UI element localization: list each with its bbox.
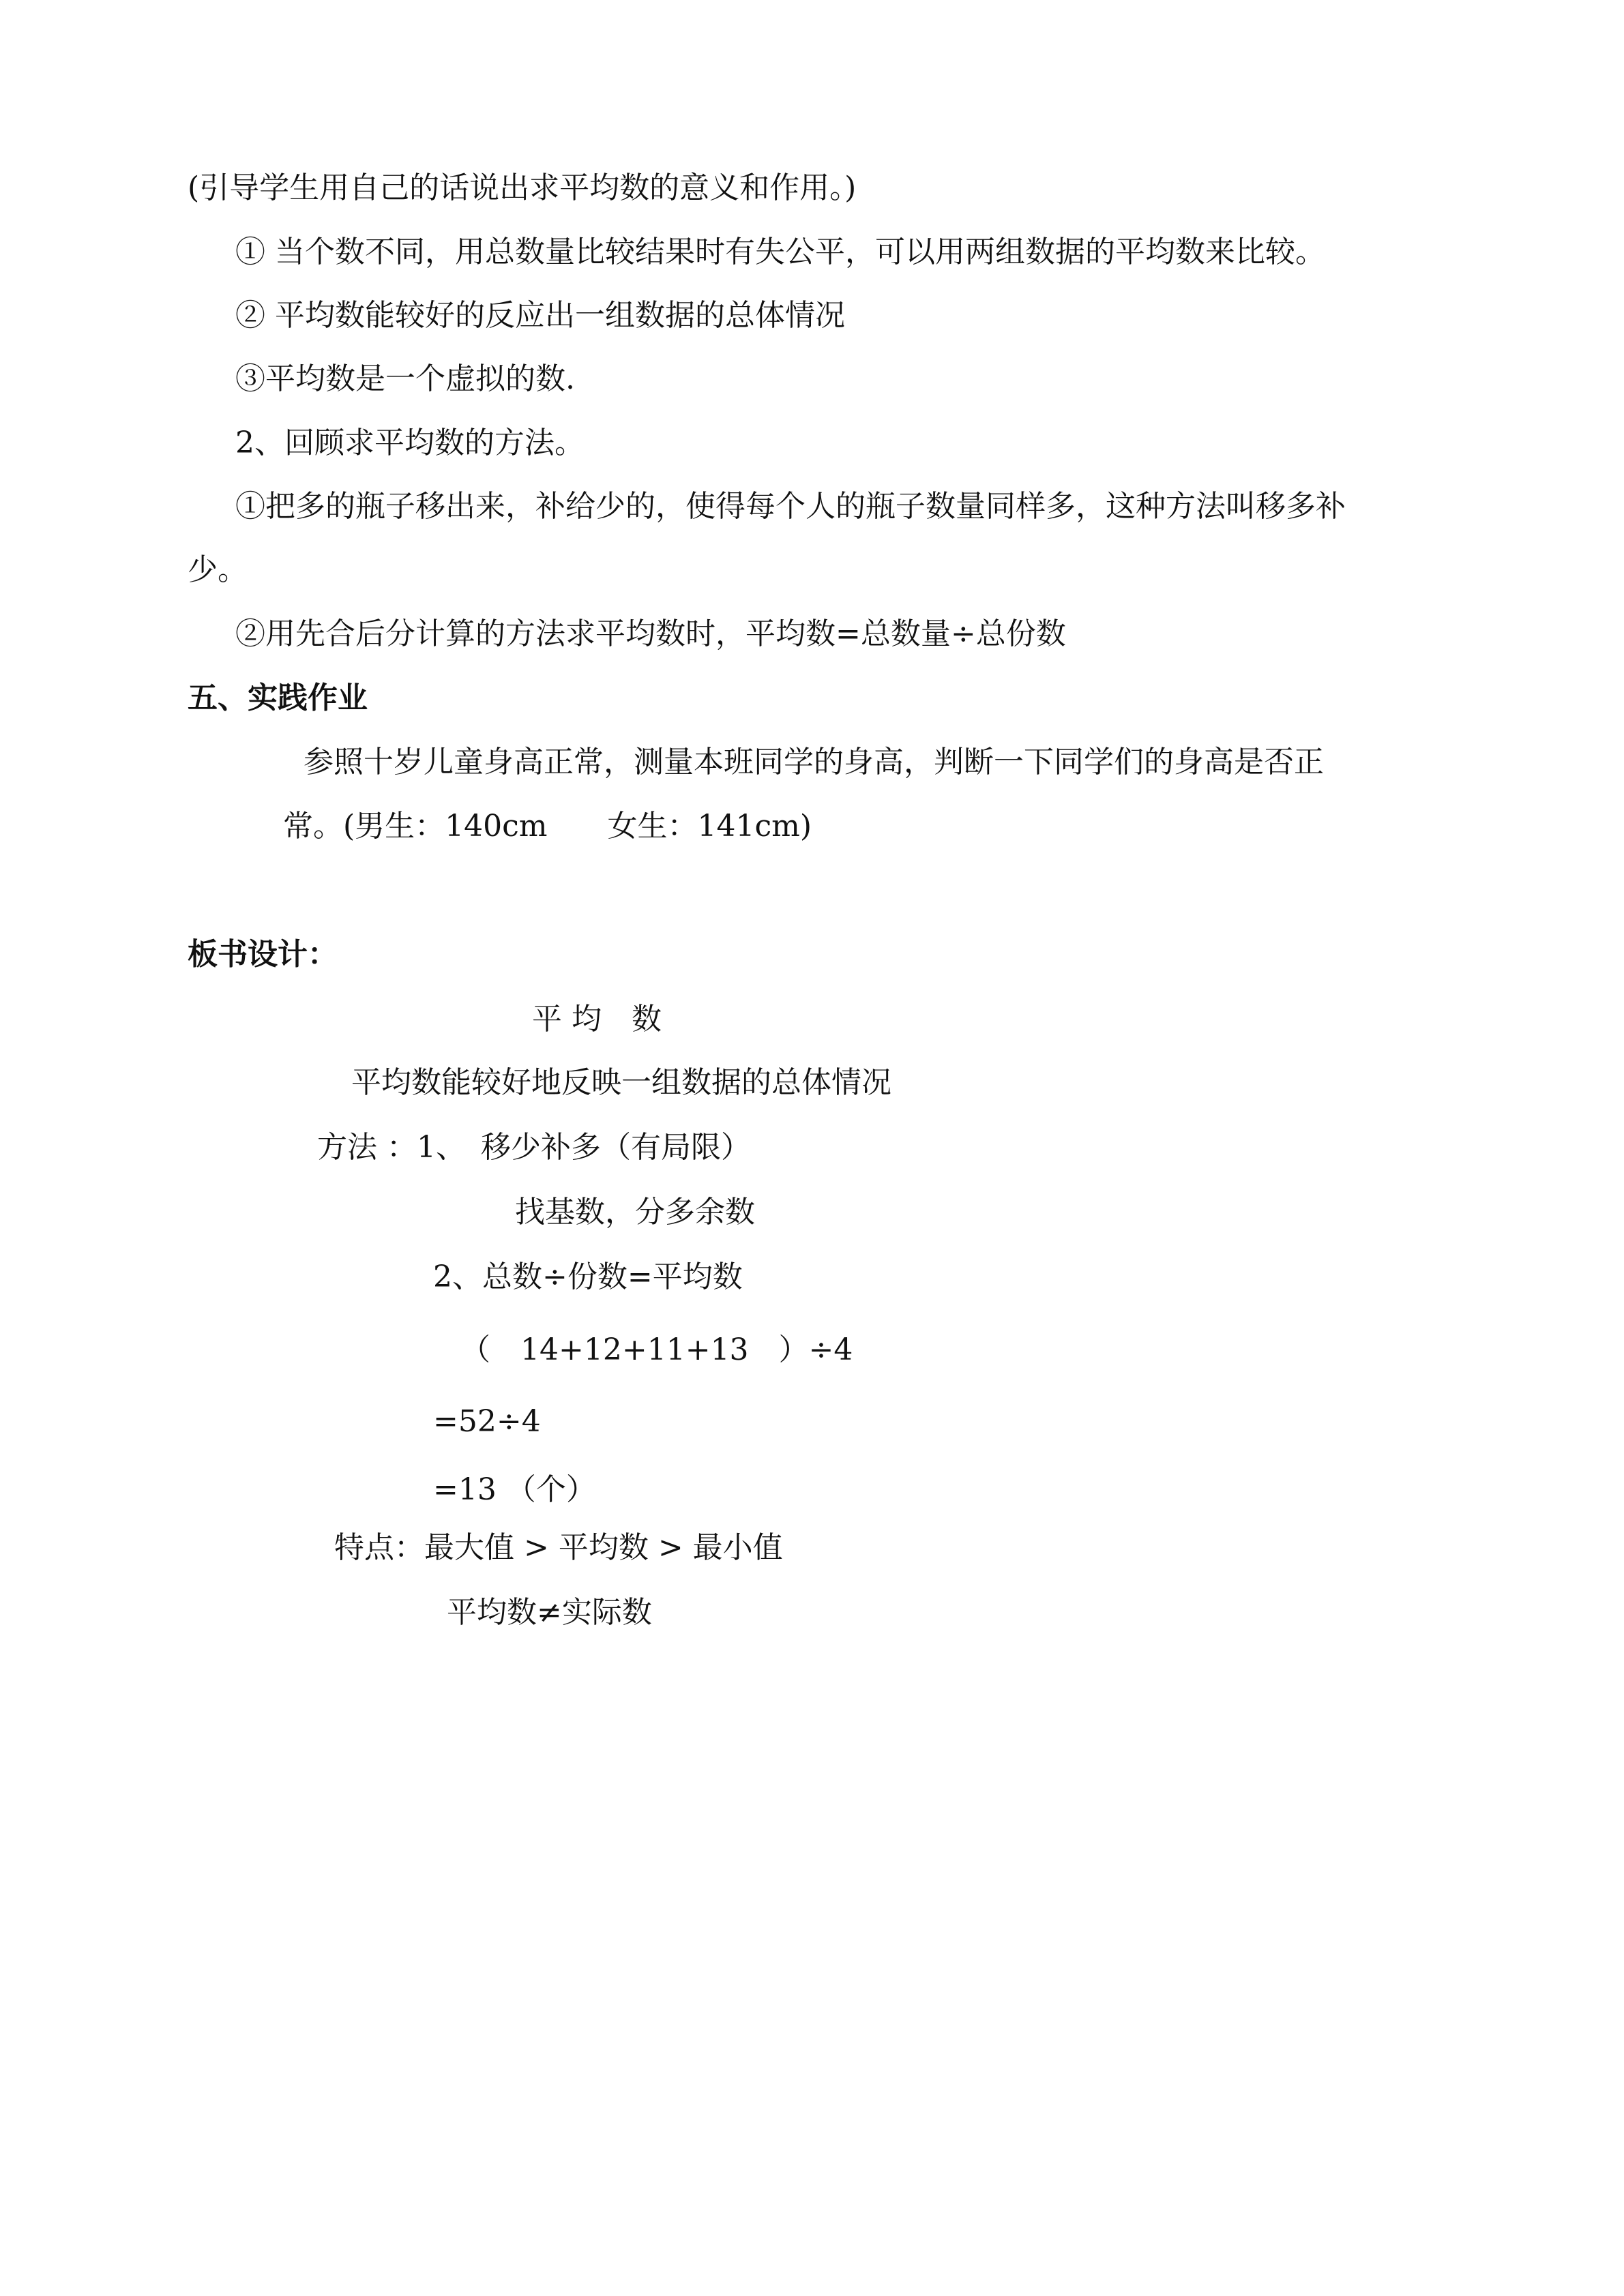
board-method-line-2: 找基数，分多余数 bbox=[515, 1195, 755, 1229]
practice-line-2: 常。(男生：140cm 女生：141cm) bbox=[283, 809, 812, 844]
board-heading: 板书设计： bbox=[188, 937, 338, 972]
board-feature-line-1: 特点：最大值 > 平均数 > 最小值 bbox=[334, 1530, 783, 1565]
method-1-line-2: 少。 bbox=[188, 552, 248, 587]
point-2: ② 平均数能较好的反应出一组数据的总体情况 bbox=[235, 298, 845, 333]
method-review-title: 2、回顾求平均数的方法。 bbox=[235, 426, 585, 460]
board-calc-line-2: =52÷4 bbox=[433, 1404, 541, 1439]
board-calc-line-3: =13 （个） bbox=[433, 1472, 596, 1507]
guide-note: (引导学生用自己的话说出求平均数的意义和作用。) bbox=[188, 170, 857, 205]
board-method-line-3: 2、总数÷份数=平均数 bbox=[433, 1259, 743, 1294]
point-1: ① 当个数不同，用总数量比较结果时有失公平，可以用两组数据的平均数来比较。 bbox=[235, 235, 1325, 269]
board-feature-line-2: 平均数≠实际数 bbox=[447, 1595, 652, 1630]
point-3: ③平均数是一个虚拟的数. bbox=[235, 361, 575, 396]
practice-line-1: 参照十岁儿童身高正常，测量本班同学的身高，判断一下同学们的身高是否正 bbox=[304, 745, 1324, 779]
method-2: ②用先合后分计算的方法求平均数时，平均数=总数量÷总份数 bbox=[235, 616, 1066, 651]
method-1-line-1: ①把多的瓶子移出来，补给少的，使得每个人的瓶子数量同样多，这种方法叫移多补 bbox=[235, 489, 1346, 524]
board-calc-line-1: （ 14+12+11+13 ）÷4 bbox=[460, 1332, 853, 1367]
board-method-line-1: 方法 ：1、 移少补多（有局限） bbox=[317, 1130, 751, 1165]
board-subtitle: 平均数能较好地反映一组数据的总体情况 bbox=[351, 1065, 891, 1100]
board-title: 平 均 数 bbox=[532, 1002, 662, 1037]
practice-heading: 五、实践作业 bbox=[188, 681, 368, 715]
